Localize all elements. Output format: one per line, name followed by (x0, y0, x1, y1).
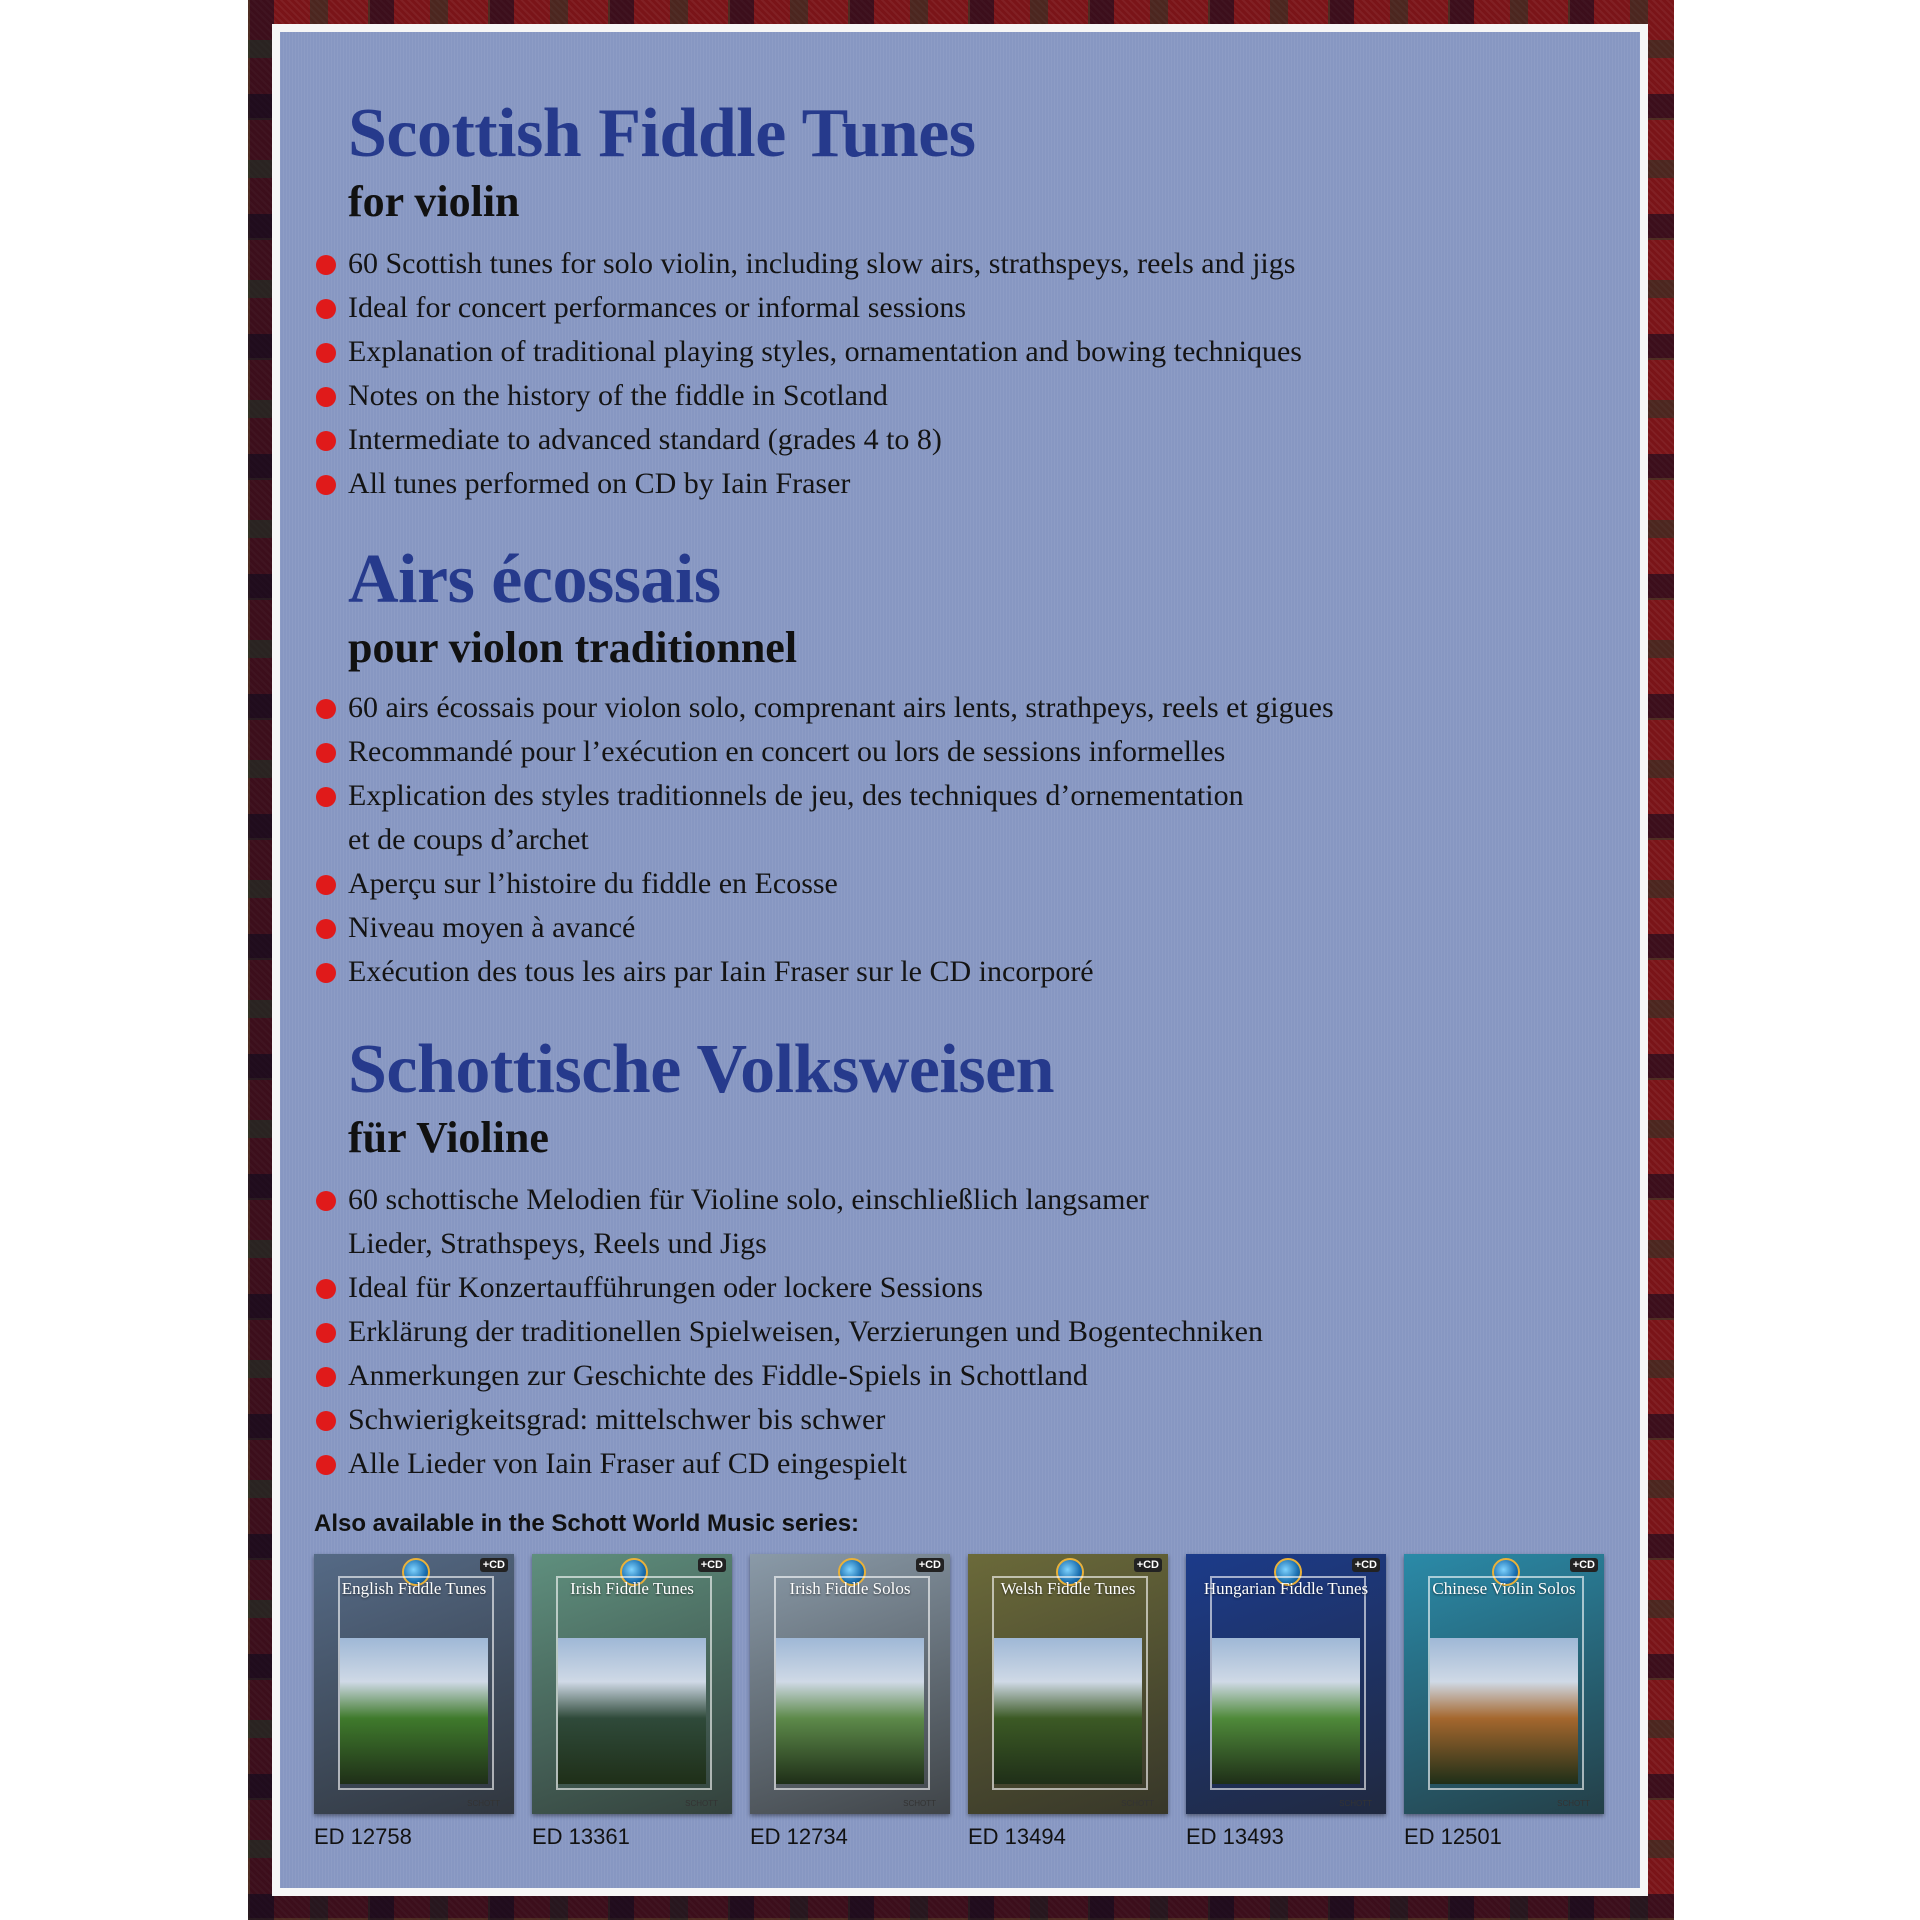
book-title: Welsh Fiddle Tunes (1000, 1579, 1136, 1598)
list-item: Alle Lieder von Iain Fraser auf CD eingespielt (316, 1442, 1263, 1486)
section-title: Airs écossais (348, 541, 721, 618)
book-code: ED 12758 (314, 1824, 412, 1849)
publisher-logo-icon: SCHOTT (1557, 1799, 1590, 1808)
list-item: Intermediate to advanced standard (grades 4 to 8) (316, 418, 1302, 462)
book-title: Chinese Violin Solos (1432, 1579, 1576, 1598)
book-title: Hungarian Fiddle Tunes (1203, 1579, 1369, 1598)
book-code: ED 13493 (1186, 1824, 1284, 1849)
bullet-dot-icon (316, 255, 336, 275)
book-title: Irish Fiddle Tunes (570, 1579, 694, 1598)
book-code: ED 12501 (1404, 1824, 1502, 1849)
bullet-dot-icon (316, 1323, 336, 1343)
book-cover[interactable] (1404, 1554, 1604, 1814)
cd-icon: +CD (698, 1558, 726, 1572)
bullet-dot-icon (316, 299, 336, 319)
publisher-logo-icon: SCHOTT (467, 1799, 500, 1808)
bullet-dot-icon (316, 343, 336, 363)
book-series-row (314, 1554, 1614, 1874)
list-item: 60 schottische Melodien für Violine solo, einschließlich langsamer (316, 1178, 1263, 1222)
bullet-dot-icon (316, 919, 336, 939)
list-item-continued: Lieder, Strathspeys, Reels und Jigs (348, 1227, 767, 1260)
bullet-dot-icon (316, 1191, 336, 1211)
publisher-logo-icon: SCHOTT (1121, 1799, 1154, 1808)
book-cover[interactable] (968, 1554, 1168, 1814)
list-item: Aperçu sur l’histoire du fiddle en Ecosse (316, 862, 1334, 906)
publisher-logo-icon: SCHOTT (1339, 1799, 1372, 1808)
book-title: Irish Fiddle Solos (789, 1579, 911, 1598)
cd-icon: +CD (1134, 1558, 1162, 1572)
section-subtitle: pour violon traditionnel (348, 623, 798, 672)
list-item: 60 airs écossais pour violon solo, comprenant airs lents, strathpeys, reels et gigues (316, 686, 1334, 730)
info-panel (280, 32, 1640, 1888)
bullet-dot-icon (316, 1279, 336, 1299)
book-card[interactable] (750, 1554, 950, 1850)
also-available-label: Also available in the Schott World Music series: (314, 1510, 860, 1537)
bullet-dot-icon (316, 431, 336, 451)
list-item: Niveau moyen à avancé (316, 906, 1334, 950)
book-cover[interactable] (314, 1554, 514, 1814)
list-item: Anmerkungen zur Geschichte des Fiddle-Spiels in Schottland (316, 1354, 1263, 1398)
cd-icon: +CD (1352, 1558, 1380, 1572)
list-item: Explication des styles traditionnels de jeu, des techniques d’ornementation (316, 774, 1334, 818)
bullet-dot-icon (316, 699, 336, 719)
bullet-dot-icon (316, 1367, 336, 1387)
list-item: All tunes performed on CD by Iain Fraser (316, 462, 1302, 506)
book-card[interactable] (1186, 1554, 1386, 1850)
list-item: Ideal für Konzertaufführungen oder lockere Sessions (316, 1266, 1263, 1310)
feature-list (316, 686, 1334, 994)
bullet-dot-icon (316, 963, 336, 983)
publisher-logo-icon: SCHOTT (685, 1799, 718, 1808)
section-subtitle: für Violine (348, 1113, 549, 1162)
book-code: ED 12734 (750, 1824, 848, 1849)
list-item: Notes on the history of the fiddle in Scotland (316, 374, 1302, 418)
book-title: English Fiddle Tunes (341, 1579, 487, 1598)
book-code: ED 13494 (968, 1824, 1066, 1849)
bullet-dot-icon (316, 875, 336, 895)
book-card[interactable] (1404, 1554, 1604, 1850)
section-subtitle: for violin (348, 177, 520, 226)
feature-list (316, 242, 1302, 506)
book-cover[interactable] (532, 1554, 732, 1814)
bullet-dot-icon (316, 1455, 336, 1475)
section-title: Scottish Fiddle Tunes (348, 95, 976, 172)
publisher-logo-icon: SCHOTT (903, 1799, 936, 1808)
list-item-continued: et de coups d’archet (348, 823, 589, 856)
cd-icon: +CD (916, 1558, 944, 1572)
bullet-dot-icon (316, 743, 336, 763)
list-item: Erklärung der traditionellen Spielweisen, Verzierungen und Bogentechniken (316, 1310, 1263, 1354)
section-title: Schottische Volksweisen (348, 1031, 1055, 1108)
bullet-dot-icon (316, 387, 336, 407)
cd-icon: +CD (480, 1558, 508, 1572)
list-item: Recommandé pour l’exécution en concert ou lors de sessions informelles (316, 730, 1334, 774)
list-item: Ideal for concert performances or informal sessions (316, 286, 1302, 330)
bullet-dot-icon (316, 475, 336, 495)
cd-icon: +CD (1570, 1558, 1598, 1572)
list-item: Schwierigkeitsgrad: mittelschwer bis schwer (316, 1398, 1263, 1442)
bullet-dot-icon (316, 787, 336, 807)
feature-list (316, 1178, 1263, 1486)
book-card[interactable] (314, 1554, 514, 1850)
bullet-dot-icon (316, 1411, 336, 1431)
book-cover[interactable] (1186, 1554, 1386, 1814)
book-cover[interactable] (750, 1554, 950, 1814)
book-code: ED 13361 (532, 1824, 630, 1849)
list-item: 60 Scottish tunes for solo violin, including slow airs, strathspeys, reels and jigs (316, 242, 1302, 286)
book-card[interactable] (532, 1554, 732, 1850)
list-item: Exécution des tous les airs par Iain Fraser sur le CD incorporé (316, 950, 1334, 994)
list-item: Explanation of traditional playing styles, ornamentation and bowing techniques (316, 330, 1302, 374)
book-card[interactable] (968, 1554, 1168, 1850)
